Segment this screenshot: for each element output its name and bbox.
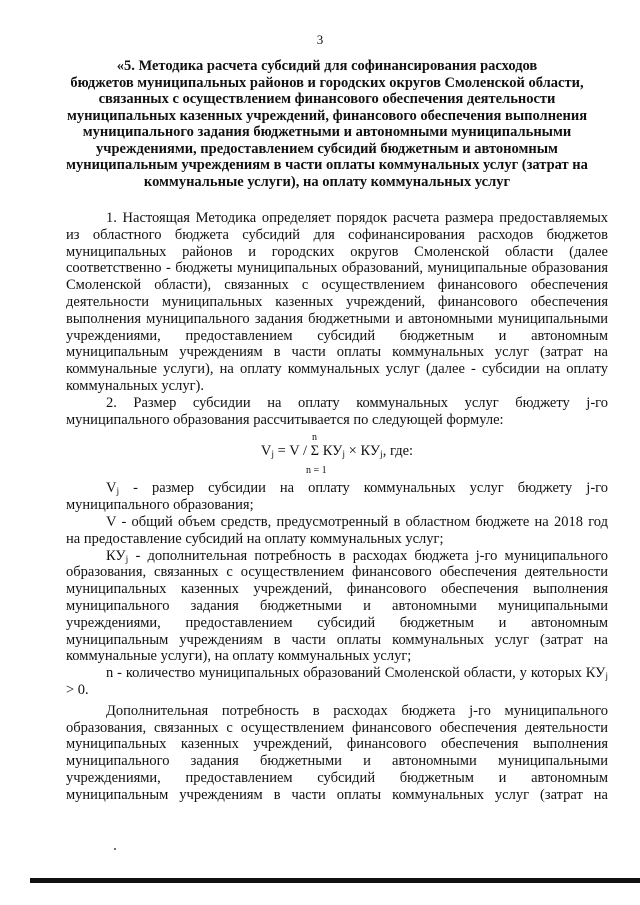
- heading-line: связанных с осуществлением финансового обеспечения деятельности: [98, 91, 556, 107]
- bottom-scan-edge: [30, 878, 640, 883]
- formula-sub: j: [380, 450, 383, 461]
- formula-expression: [66, 443, 608, 460]
- formula-sub: j: [271, 450, 275, 461]
- def-ku-symbol: КУ: [106, 547, 126, 564]
- paragraph-3: Дополнительная потребность в расходах бюджета j-го муниципального образования, связанных с осуществлением финансового обеспечения деятельности муниципальных казенных учреждений, финансового обеспечения выполнения муниципального задания бюджетными и автономными муниципальными учреждениями, предоставлением субсидий бюджетным и автономным муниципальным учреждениям в части оплаты коммунальных услуг (затрат на: [66, 702, 608, 803]
- subsidy-formula: [66, 428, 608, 480]
- definition-n: [66, 665, 608, 699]
- def-vj-subscript: j: [116, 487, 120, 498]
- scan-dot: [114, 848, 116, 850]
- paragraph-1: 1. Настоящая Методика определяет порядок расчета размера предоставляемых из областного бюджета субсидий для софинансирования расходов бюджетов муниципальных районов и городских округов Смоленской области (далее соответственно - бюджеты муниципальных образований, муниципальные образования Смоленской области), связанных с осуществлением финансового обеспечения деятельности муниципальных казенных учреждений, финансового обеспечения выполнения муниципального задания бюджетными и автономными муниципальными учреждениями, предоставлением субсидий бюджетным и автономным муниципальным учреждениям в части оплаты коммунальных услуг (затрат на коммунальные услуги), на оплату коммунальных услуг (далее - субсидии на оплату коммунальных услуг).: [66, 210, 608, 394]
- sum-lower-limit: n = 1: [306, 465, 327, 477]
- heading-line: бюджетов муниципальных районов и городских округов Смоленской области,: [70, 74, 584, 91]
- definition-ku: [66, 548, 608, 666]
- def-vj-symbol: V: [106, 480, 117, 497]
- heading-line: «5. Методика расчета субсидий для софинансирования расходов: [116, 58, 538, 74]
- heading-line: коммунальные услуги), на оплату коммунальных услуг: [143, 173, 511, 190]
- paragraph-2: 2. Размер субсидии на оплату коммунальных услуг бюджету j-го муниципального образования рассчитывается по следующей формуле:: [66, 394, 608, 428]
- section-heading: [62, 58, 592, 190]
- def-ku-text: - дополнительная потребность в расходах бюджета j-го муниципального образования, связанных с осуществлением финансового обеспечения деятельности муниципальных казенных учреждений, финансового обеспечения выполнения муниципального задания бюджетными и автономными муниципальными учреждениями, предоставлением субсидий бюджетным и автономным муниципальным учреждениям в части оплаты коммунальных услуг (затрат на коммунальные услуги), на оплату коммунальных услуг;: [66, 547, 608, 665]
- def-vj-text: - размер субсидии на оплату коммунальных услуг бюджету j-го муниципального образования;: [66, 480, 608, 514]
- definition-v: V - общий объем средств, предусмотренный в областном бюджете на 2018 год на предоставление субсидий на оплату коммунальных услуг;: [66, 513, 608, 547]
- page-number: 3: [316, 32, 324, 47]
- heading-line: муниципального задания бюджетными и автономными муниципальными: [82, 124, 572, 140]
- heading-line: учреждениями, предоставлением субсидий бюджетным и автономным: [96, 140, 558, 157]
- definition-vj: [66, 480, 608, 514]
- document-body: [66, 210, 608, 804]
- formula-mid: = V / Σ КУ: [274, 443, 343, 460]
- def-n-subscript: j: [605, 672, 608, 683]
- def-ku-subscript: j: [125, 554, 129, 565]
- formula-times: × КУ: [345, 443, 381, 460]
- def-n-end: > 0.: [66, 681, 89, 698]
- formula-sub: j: [342, 450, 346, 461]
- heading-line: муниципальных казенных учреждений, финансового обеспечения выполнения: [66, 107, 588, 124]
- formula-end: , где:: [382, 443, 414, 460]
- formula-lhs: V: [260, 443, 272, 460]
- heading-line: муниципальным учреждениям в части оплаты коммунальных услуг (затрат на: [66, 157, 588, 173]
- sum-upper-limit: n: [312, 432, 317, 444]
- def-n-text: n - количество муниципальных образований Смоленской области, у которых КУ: [106, 665, 606, 682]
